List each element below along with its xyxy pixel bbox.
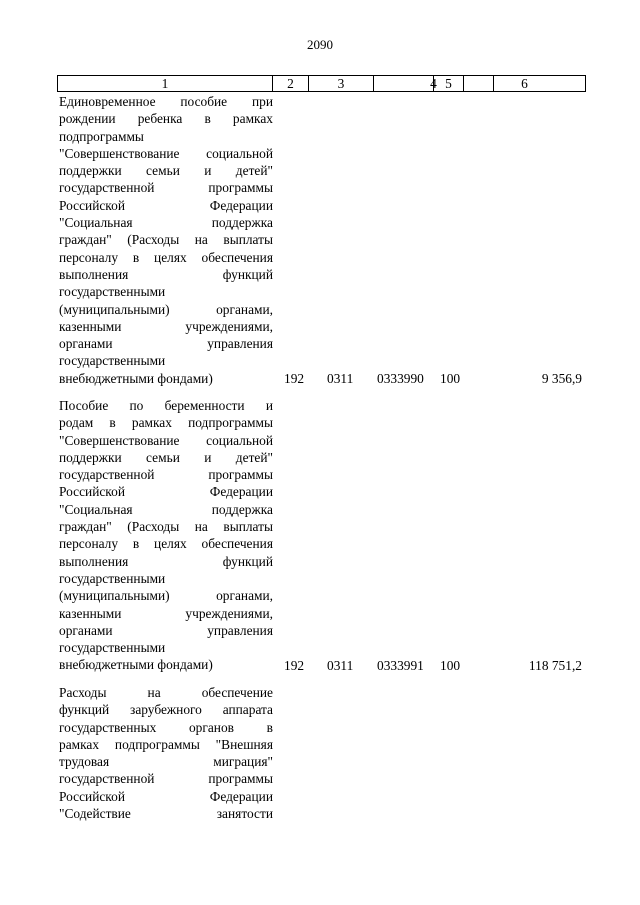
desc-line: Пособие по беременности и: [59, 398, 273, 413]
desc-line: государственной программы: [59, 180, 273, 196]
cell-col-6: 9 356,9: [541, 371, 582, 386]
desc-line: государственной программы: [59, 771, 273, 787]
cell-col-4: 0333991: [377, 658, 424, 673]
desc-line: Единовременное пособие при: [59, 94, 273, 109]
desc-line: государственными: [59, 570, 166, 586]
desc-line: казенными учреждениями,: [59, 318, 273, 334]
desc-line: персоналу в целях обеспечения: [59, 536, 273, 552]
desc-line: "Социальная поддержка: [59, 215, 273, 231]
desc-line: граждан" (Расходы на выплаты: [59, 232, 273, 248]
desc-line: поддержки семьи и детей": [59, 163, 273, 179]
desc-line: Российской Федерации: [59, 484, 273, 500]
cell-col-4: 0333990: [377, 371, 424, 386]
header-col-3: 3: [308, 75, 374, 92]
desc-line: (муниципальными) органами,: [59, 301, 273, 317]
desc-line: органами управления: [59, 336, 273, 352]
header-col-5: 5: [433, 75, 464, 92]
cell-col-5: 100: [440, 658, 461, 673]
header-col-6: 6: [463, 75, 586, 92]
desc-line: "Социальная поддержка: [59, 501, 273, 517]
row-description: [59, 684, 273, 822]
cell-col-2: 192: [284, 371, 305, 386]
desc-line: поддержки семьи и детей": [59, 449, 273, 465]
desc-line: функций зарубежного аппарата: [59, 702, 273, 718]
desc-line: "Совершенствование социальной: [59, 145, 273, 161]
desc-line: государственными: [59, 284, 166, 300]
header-col-2: 2: [272, 75, 309, 92]
desc-line: государственными: [59, 353, 166, 369]
cell-col-3: 0311: [327, 371, 354, 386]
desc-line: подпрограммы: [59, 128, 144, 144]
desc-line: (муниципальными) органами,: [59, 588, 273, 604]
desc-line: трудовая миграция": [59, 754, 273, 770]
desc-line: выполнения функций: [59, 266, 273, 282]
header-col-4: 4: [373, 75, 494, 92]
header-col-1: 1: [57, 75, 273, 92]
desc-line: выполнения функций: [59, 553, 273, 569]
desc-line: внебюджетными фондами): [59, 657, 213, 673]
page-number: 2090: [307, 37, 333, 52]
desc-line: государственными: [59, 640, 166, 656]
desc-line: внебюджетными фондами): [59, 370, 213, 386]
cell-col-2: 192: [284, 658, 305, 673]
desc-line: государственных органов в: [59, 719, 273, 735]
row-description: [59, 93, 273, 387]
cell-col-3: 0311: [327, 658, 354, 673]
desc-line: рождении ребенка в рамках: [59, 111, 273, 127]
cell-col-5: 100: [440, 371, 461, 386]
desc-line: рамках подпрограммы "Внешняя: [59, 736, 273, 752]
desc-line: государственной программы: [59, 467, 273, 483]
desc-line: Расходы на обеспечение: [59, 685, 273, 700]
desc-line: "Совершенствование социальной: [59, 432, 273, 448]
desc-line: персоналу в целях обеспечения: [59, 249, 273, 265]
row-description: [59, 397, 273, 674]
desc-line: Российской Федерации: [59, 788, 273, 804]
desc-line: органами управления: [59, 622, 273, 638]
desc-line: Российской Федерации: [59, 197, 273, 213]
desc-line: граждан" (Расходы на выплаты: [59, 519, 273, 535]
desc-line: родам в рамках подпрограммы: [59, 415, 273, 431]
desc-line: "Содействие занятости: [59, 806, 273, 822]
cell-col-6: 118 751,2: [528, 658, 582, 673]
desc-line: казенными учреждениями,: [59, 605, 273, 621]
